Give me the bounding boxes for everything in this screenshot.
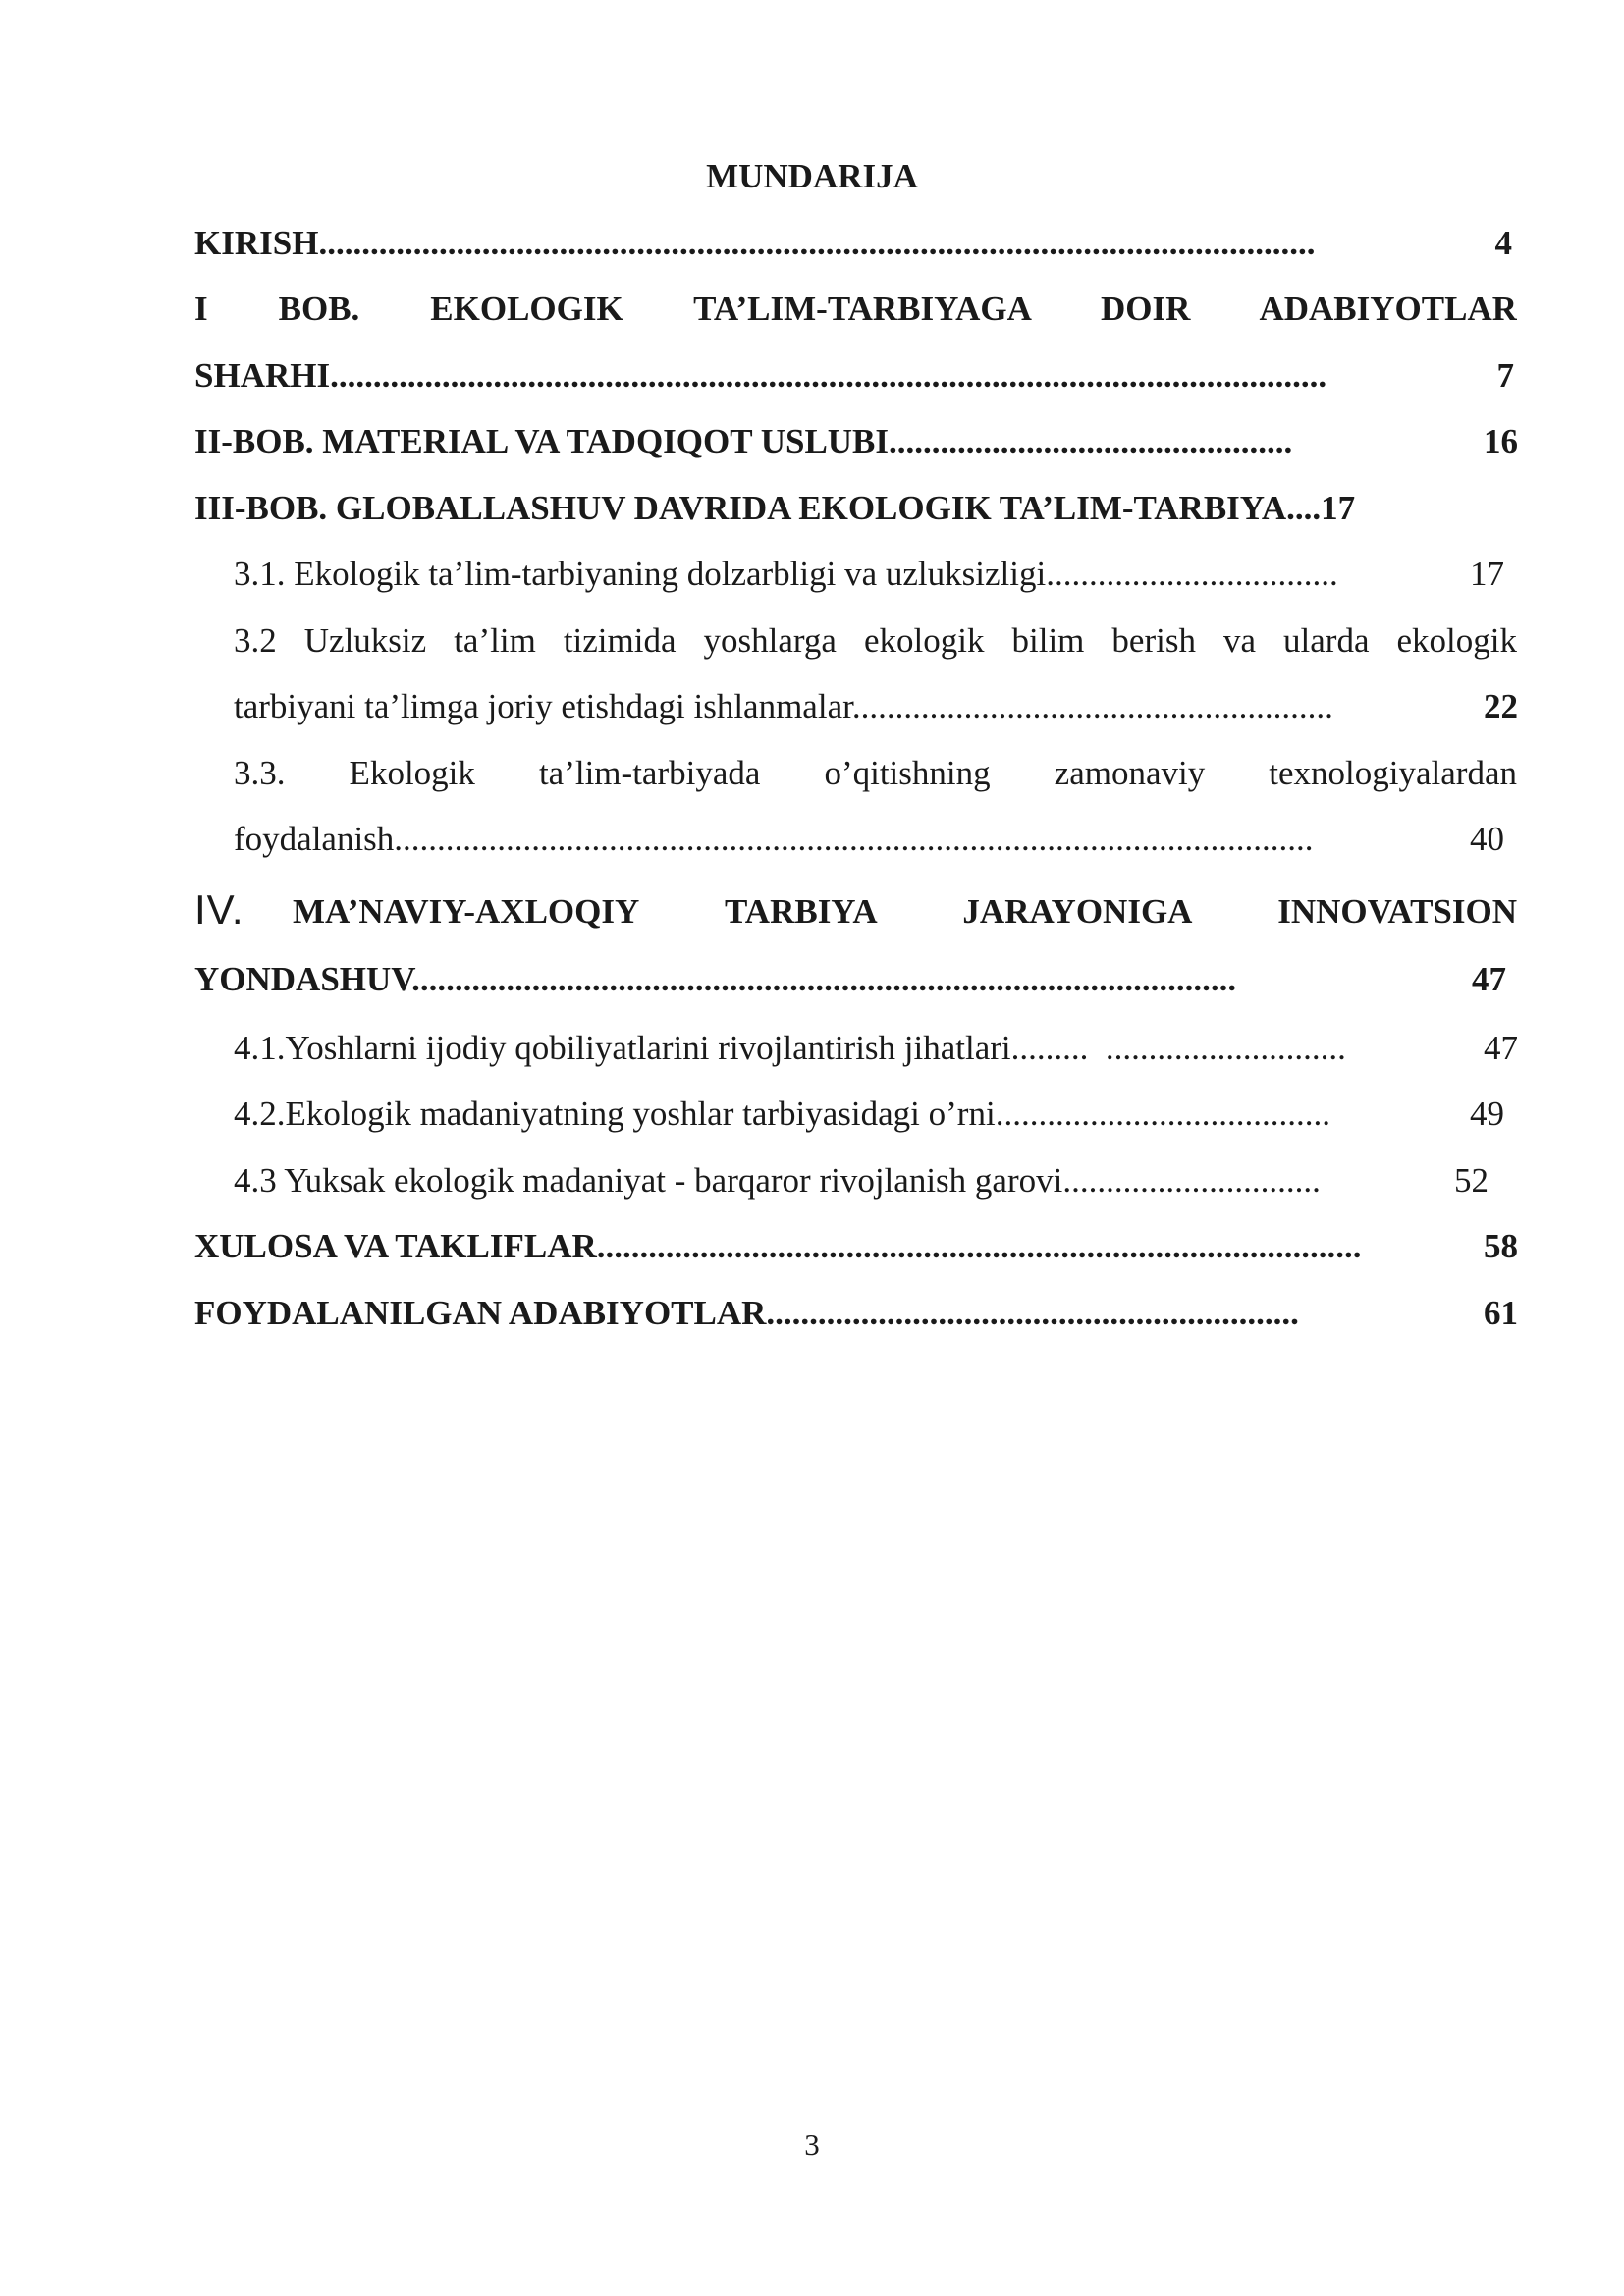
toc-entry-3-2 xyxy=(234,687,1477,726)
toc-entry-label: YONDASHUV xyxy=(194,960,412,998)
toc-entry-3-3-line1: 3.3. Ekologik ta’lim-tarbiyada o’qitishning zamonaviy texnologiyalardan xyxy=(234,754,1517,792)
toc-page-number: 22 xyxy=(1484,687,1518,725)
toc-entry-xulosa xyxy=(194,1227,1477,1266)
toc-page-number: 61 xyxy=(1484,1294,1518,1332)
toc-entry-4-2 xyxy=(234,1095,1449,1134)
toc-entry-label: foydalanish xyxy=(234,820,395,858)
toc-entry-label: XULOSA VA TAKLIFLAR xyxy=(194,1227,597,1265)
toc-page-number: 47 xyxy=(1484,1029,1518,1067)
toc-entry-label: 4.3 Yuksak ekologik madaniyat - barqaror rivojlanish garovi xyxy=(234,1161,1063,1200)
toc-entry-kirish xyxy=(194,224,1510,263)
toc-leader-dots: ........................................................................................................... xyxy=(394,820,1314,858)
toc-entry-3-2-line1: 3.2 Uzluksiz ta’lim tizimida yoshlarga ekologik bilim berish va ularda ekologik xyxy=(234,621,1517,660)
toc-entry-bob1 xyxy=(194,356,1451,396)
toc-entry-3-1 xyxy=(234,555,1449,594)
toc-page-number: 40 xyxy=(1470,820,1504,858)
toc-entry-label: 4.2.Ekologik madaniyatning yoshlar tarbiyasidagi o’rni xyxy=(234,1095,996,1133)
toc-leader-dots: ............................................... xyxy=(889,422,1293,460)
toc-entry-label: II-BOB. MATERIAL VA TADQIQOT USLUBI xyxy=(194,422,890,460)
toc-leader-dots: .................................................................................................................... xyxy=(330,356,1327,395)
toc-entry-label: KIRISH xyxy=(194,224,319,262)
toc-page-number: 7 xyxy=(1496,356,1514,395)
toc-page-number: 47 xyxy=(1472,960,1506,998)
toc-page-number: 4 xyxy=(1494,224,1512,262)
toc-entry-label: tarbiyani ta’limga joriy etishdagi ishlanmalar xyxy=(234,687,852,725)
toc-page-number: 17 xyxy=(1470,555,1504,593)
page-title: MUNDARIJA xyxy=(706,157,918,195)
toc-leader-dots: ......... ............................ xyxy=(1010,1029,1346,1067)
toc-page-number: 49 xyxy=(1470,1095,1504,1133)
toc-entry-label: 3.1. Ekologik ta’lim-tarbiyaning dolzarbligi va uzluksizligi xyxy=(234,555,1047,593)
toc-entry-label: SHARHI xyxy=(194,356,331,395)
toc-leader-dots: ........................................................ xyxy=(851,687,1333,725)
toc-page-number: 16 xyxy=(1484,422,1518,460)
toc-leader-dots: ......................................................................................... xyxy=(596,1227,1362,1265)
toc-entry-bob4-numeral: IV. xyxy=(194,886,244,933)
toc-page-number: 58 xyxy=(1484,1227,1518,1265)
toc-page-number: 52 xyxy=(1454,1161,1489,1200)
toc-entry-4-1 xyxy=(234,1029,1477,1068)
toc-leader-dots: .............................................................. xyxy=(766,1294,1299,1332)
toc-entry-bob4 xyxy=(194,960,1434,999)
toc-entry-3-3 xyxy=(234,820,1455,859)
toc-leader-dots: .................................................................................................................... xyxy=(318,224,1316,262)
toc-entry-bob4-line1: MA’NAVIY-AXLOQIY TARBIYA JARAYONIGA INNOVATSION xyxy=(293,892,1517,931)
toc-entry-bob2 xyxy=(194,422,1461,461)
toc-leader-dots: .............................. xyxy=(1062,1161,1321,1200)
toc-leader-dots: ....................................... xyxy=(995,1095,1330,1133)
toc-leader-dots: ................................................................................................ xyxy=(411,960,1237,998)
page-number-footer: 3 xyxy=(804,2127,820,2162)
toc-entry-label: FOYDALANILGAN ADABIYOTLAR xyxy=(194,1294,767,1332)
toc-entry-label: 4.1.Yoshlarni ijodiy qobiliyatlarini rivojlantirish jihatlari xyxy=(234,1029,1011,1067)
toc-entry-bob3: III-BOB. GLOBALLASHUV DAVRIDA EKOLOGIK TA’LIM-TARBIYA....17 xyxy=(194,489,1356,527)
toc-entry-adabiyot xyxy=(194,1294,1434,1333)
toc-leader-dots: .................................. xyxy=(1046,555,1338,593)
toc-entry-bob1-line1: I BOB. EKOLOGIK TA’LIM-TARBIYAGA DOIR ADABIYOTLAR xyxy=(194,290,1517,328)
toc-entry-4-3 xyxy=(234,1161,1434,1201)
